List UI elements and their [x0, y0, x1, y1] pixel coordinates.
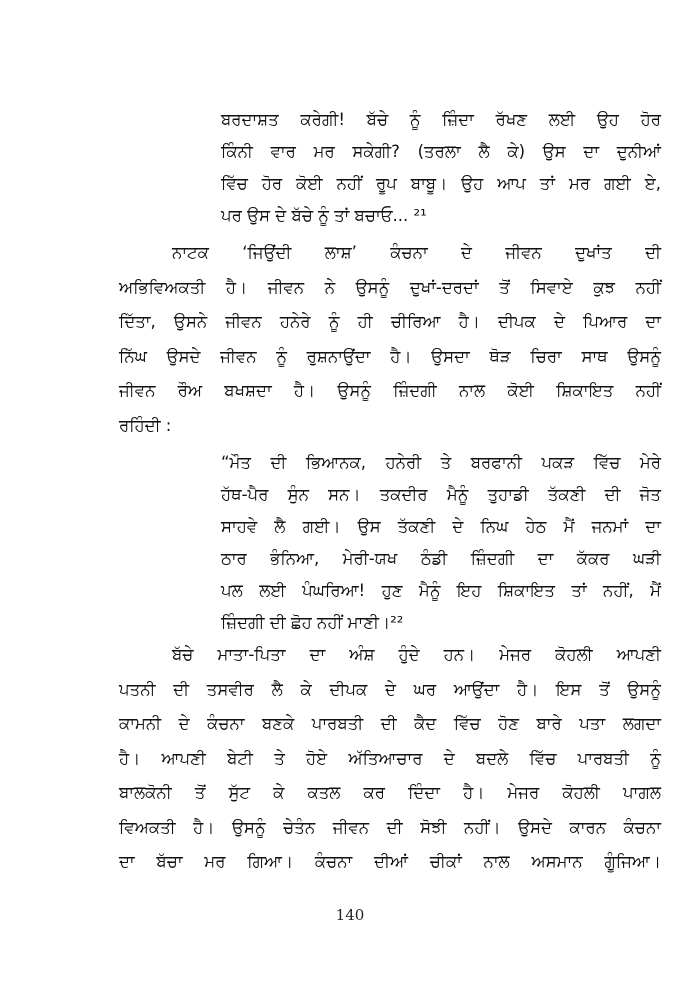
page-number: 140 [335, 906, 365, 924]
quote-line: ਜ਼ਿੰਦਗੀ ਦੀ ਛੋਹ ਨਹੀਂ ਮਾਣੀ।²² [221, 613, 404, 632]
quote-line: ਵਿੱਚ ਹੋਰ ਕੋਈ ਨਹੀਂ ਰੂਪ ਬਾਬੂ। ਉਹ ਆਪ ਤਾਂ ਮਰ ਗਈ ਏ, [221, 174, 661, 193]
paragraph-line: ਵਿਅਕਤੀ ਹੈ। ਉਸਨੂੰ ਚੇਤੰਨ ਜੀਵਨ ਦੀ ਸੋਝੀ ਨਹੀਂ। ਉਸਦੇ ਕਾਰਨ ਕੰਚਨਾ [119, 817, 661, 837]
quote-line: ਕਿੰਨੀ ਵਾਰ ਮਰ ਸਕੇਗੀ? (ਤਰਲਾ ਲੈ ਕੇ) ਉਸ ਦਾ ਦੁਨੀਆਂ [221, 142, 661, 161]
paragraph-major-kohli [119, 638, 661, 880]
quote-line: ਠਾਰ ਭੰਨਿਆ, ਮੇਰੀ-ਯਖ ਠੰਡੀ ਜ਼ਿੰਦਗੀ ਦਾ ਕੱਕਰ ਘੜੀ [221, 549, 661, 568]
paragraph-line: ਕਾਮਨੀ ਦੇ ਕੰਚਨਾ ਬਣਕੇ ਪਾਰਬਤੀ ਦੀ ਕੈਦ ਵਿੱਚ ਹੋਣ ਬਾਰੇ ਪਤਾ ਲਗਦਾ [119, 714, 661, 733]
quote-line: ਸਾਹਵੇ ਲੈ ਗਈ। ਉਸ ਤੱਕਣੀ ਦੇ ਨਿਘ ਹੇਠ ਮੈਂ ਜਨਮਾਂ ਦਾ [221, 517, 661, 536]
block-quote-22 [221, 447, 661, 639]
quote-line: “ਮੌਤ ਦੀ ਭਿਆਨਕ, ਹਨੇਰੀ ਤੇ ਬਰਫਾਨੀ ਪਕੜ ਵਿੱਚ ਮੇਰੇ [221, 453, 661, 472]
quote-line: ਪਲ ਲਈ ਪੰਘਰਿਆ! ਹੁਣ ਮੈਨੂੰ ਇਹ ਸ਼ਿਕਾਇਤ ਤਾਂ ਨਹੀਂ, ਮੈਂ [221, 581, 661, 600]
paragraph-line: ਦਾ ਬੱਚਾ ਮਰ ਗਿਆ। ਕੰਚਨਾ ਦੀਆਂ ਚੀਕਾਂ ਨਾਲ ਅਸਮਾਨ ਗੂੰਜਿਆ। [119, 852, 661, 871]
quote-line: ਬਰਦਾਸ਼ਤ ਕਰੇਗੀ! ਬੱਚੇ ਨੂੰ ਜ਼ਿੰਦਾ ਰੱਖਣ ਲਈ ਉਹ ਹੋਰ [221, 110, 661, 129]
paragraph-line: ਦਿੱਤਾ, ਉਸਨੇ ਜੀਵਨ ਹਨੇਰੇ ਨੂੰ ਹੀ ਚੀਰਿਆ ਹੈ। ਦੀਪਕ ਦੇ ਪਿਆਰ ਦਾ [119, 312, 661, 331]
paragraph-line: ਨਾਟਕ ‘ਜਿਉਂਦੀ ਲਾਸ਼’ ਕੰਚਨਾ ਦੇ ਜੀਵਨ ਦੁਖਾਂਤ ਦੀ [172, 243, 661, 262]
block-quote-21 [221, 104, 661, 232]
quote-line: ਹੱਥ-ਪੈਰ ਸੁੰਨ ਸਨ। ਤਕਦੀਰ ਮੈਨੂੰ ਤੁਹਾਡੀ ਤੱਕਣੀ ਦੀ ਜੋਤ [221, 485, 661, 504]
paragraph-line: ਜੀਵਨ ਰੌਅ ਬਖਸ਼ਦਾ ਹੈ। ਉਸਨੂੰ ਜ਼ਿੰਦਗੀ ਨਾਲ ਕੋਈ ਸ਼ਿਕਾਇਤ ਨਹੀਂ [119, 381, 661, 400]
paragraph-line: ਰਹਿੰਦੀ : [119, 415, 172, 435]
paragraph-jiundi-lash [119, 236, 661, 443]
paragraph-line: ਪਤਨੀ ਦੀ ਤਸਵੀਰ ਲੈ ਕੇ ਦੀਪਕ ਦੇ ਘਰ ਆਉਂਦਾ ਹੈ। ਇਸ ਤੋਂ ਉਸਨੂੰ [119, 679, 661, 699]
paragraph-line: ਹੈ। ਆਪਣੀ ਬੇਟੀ ਤੇ ਹੋਏ ਅੱਤਿਆਚਾਰ ਦੇ ਬਦਲੇ ਵਿੱਚ ਪਾਰਬਤੀ ਨੂੰ [119, 748, 661, 768]
paragraph-line: ਬਾਲਕੋਨੀ ਤੋਂ ਸੁੱਟ ਕੇ ਕਤਲ ਕਰ ਦਿੰਦਾ ਹੈ। ਮੇਜਰ ਕੋਹਲੀ ਪਾਗਲ [119, 783, 661, 802]
paragraph-line: ਨਿੱਘ ਉਸਦੇ ਜੀਵਨ ਨੂੰ ਰੁਸ਼ਨਾਉਂਦਾ ਹੈ। ਉਸਦਾ ਥੋੜ ਚਿਰਾ ਸਾਥ ਉਸਨੂੰ [119, 346, 661, 366]
paragraph-line: ਅਭਿਵਿਅਕਤੀ ਹੈ। ਜੀਵਨ ਨੇ ਉਸਨੂੰ ਦੁਖਾਂ-ਦਰਦਾਂ ਤੋਂ ਸਿਵਾਏ ਕੁਝ ਨਹੀਂ [119, 277, 661, 297]
paragraph-line: ਬੱਚੇ ਮਾਤਾ-ਪਿਤਾ ਦਾ ਅੰਸ਼ ਹੁੰਦੇ ਹਨ। ਮੇਜਰ ਕੋਹਲੀ ਆਪਣੀ [172, 645, 661, 664]
quote-line: ਪਰ ਉਸ ਦੇ ਬੱਚੇ ਨੂੰ ਤਾਂ ਬਚਾਓ... ²¹ [221, 206, 427, 225]
